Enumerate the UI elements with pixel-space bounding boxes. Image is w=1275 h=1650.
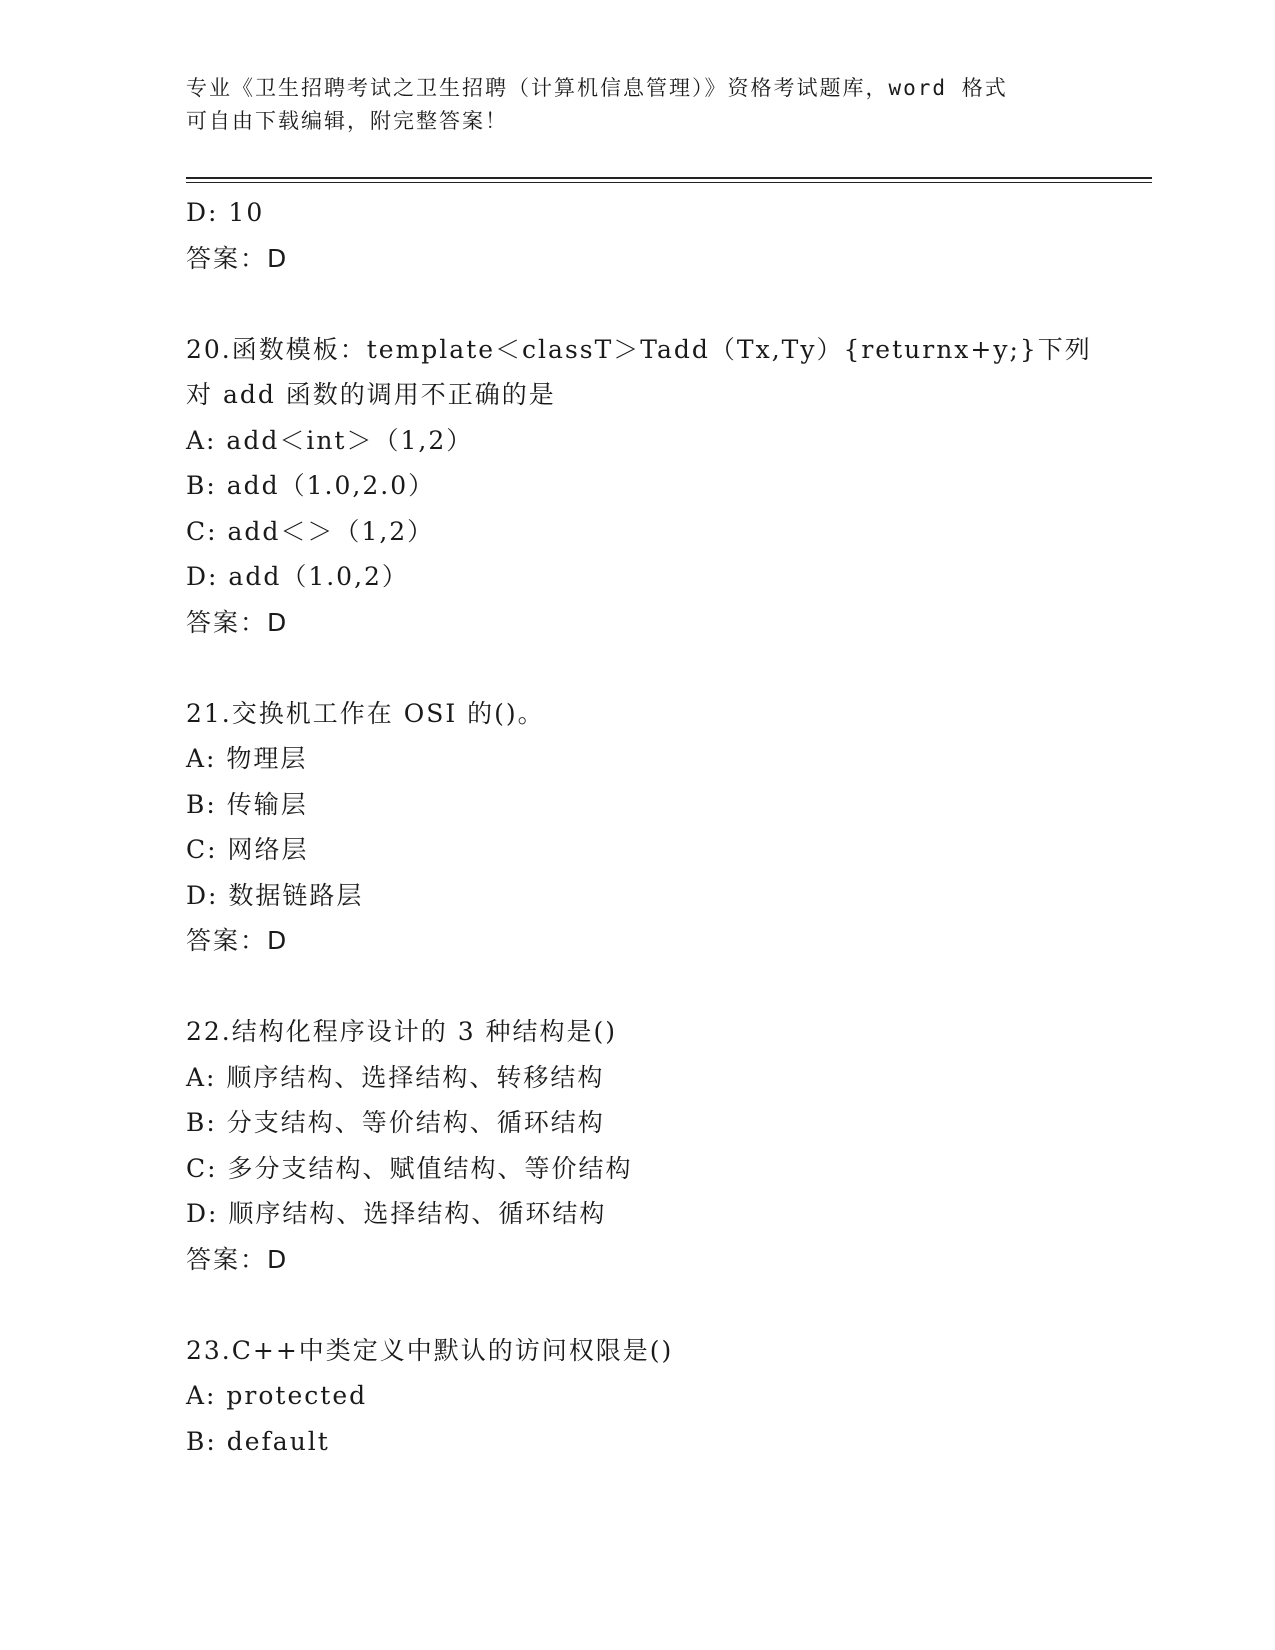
question-20-text-1: 20.函数模板：template＜classT＞Tadd（Tx,Ty）{returnx+y;}下列: [186, 334, 1092, 364]
question-21-answer: 答案：D: [186, 926, 289, 955]
question-content: [186, 190, 1136, 1464]
question-21-text: 21.交换机工作在 OSI 的()。: [186, 698, 545, 728]
question-20-answer: 答案：D: [186, 607, 289, 637]
question-22: [186, 1009, 1136, 1282]
question-23-option-a: A: protected: [186, 1381, 368, 1410]
spacer: [186, 645, 1136, 691]
question-21-option-b: B: 传输层: [186, 789, 308, 819]
question-20: [186, 327, 1136, 646]
question-22-option-a: A: 顺序结构、选择结构、转移结构: [186, 1062, 605, 1092]
spacer: [186, 964, 1136, 1010]
question-20-option-d: D: add（1.0,2）: [186, 562, 409, 591]
question-20-option-c: C: add＜＞（1,2）: [186, 516, 435, 546]
question-22-text: 22.结构化程序设计的 3 种结构是(): [186, 1017, 618, 1046]
question-22-option-c: C: 多分支结构、赋值结构、等价结构: [186, 1153, 633, 1183]
header-line-2: 可自由下载编辑，附完整答案！: [186, 109, 508, 133]
question-21-option-d: D: 数据链路层: [186, 880, 364, 910]
prev-option-d: D: 10: [186, 198, 265, 227]
spacer: [186, 281, 1136, 327]
question-22-answer: 答案：D: [186, 1244, 289, 1274]
question-22-option-d: D: 顺序结构、选择结构、循环结构: [186, 1199, 607, 1228]
question-22-option-b: B: 分支结构、等价结构、循环结构: [186, 1108, 605, 1137]
question-20-option-a: A: add＜int＞（1,2）: [186, 425, 474, 455]
question-20-text-2: 对 add 函数的调用不正确的是: [186, 380, 556, 409]
question-20-option-b: B: add（1.0,2.0）: [186, 471, 436, 500]
spacer: [186, 1282, 1136, 1328]
question-23-option-b: B: default: [186, 1426, 330, 1456]
question-21-option-c: C: 网络层: [186, 835, 309, 864]
header-divider: [186, 177, 1152, 183]
document-header: [186, 72, 1086, 138]
question-21: [186, 691, 1136, 964]
question-21-option-a: A: 物理层: [186, 744, 308, 773]
header-line-1: 专业《卫生招聘考试之卫生招聘（计算机信息管理）》资格考试题库，word 格式: [186, 76, 1008, 100]
question-23: [186, 1328, 1136, 1465]
prev-answer: 答案：D: [186, 243, 289, 273]
question-23-text: 23.C++中类定义中默认的访问权限是(): [186, 1335, 674, 1365]
